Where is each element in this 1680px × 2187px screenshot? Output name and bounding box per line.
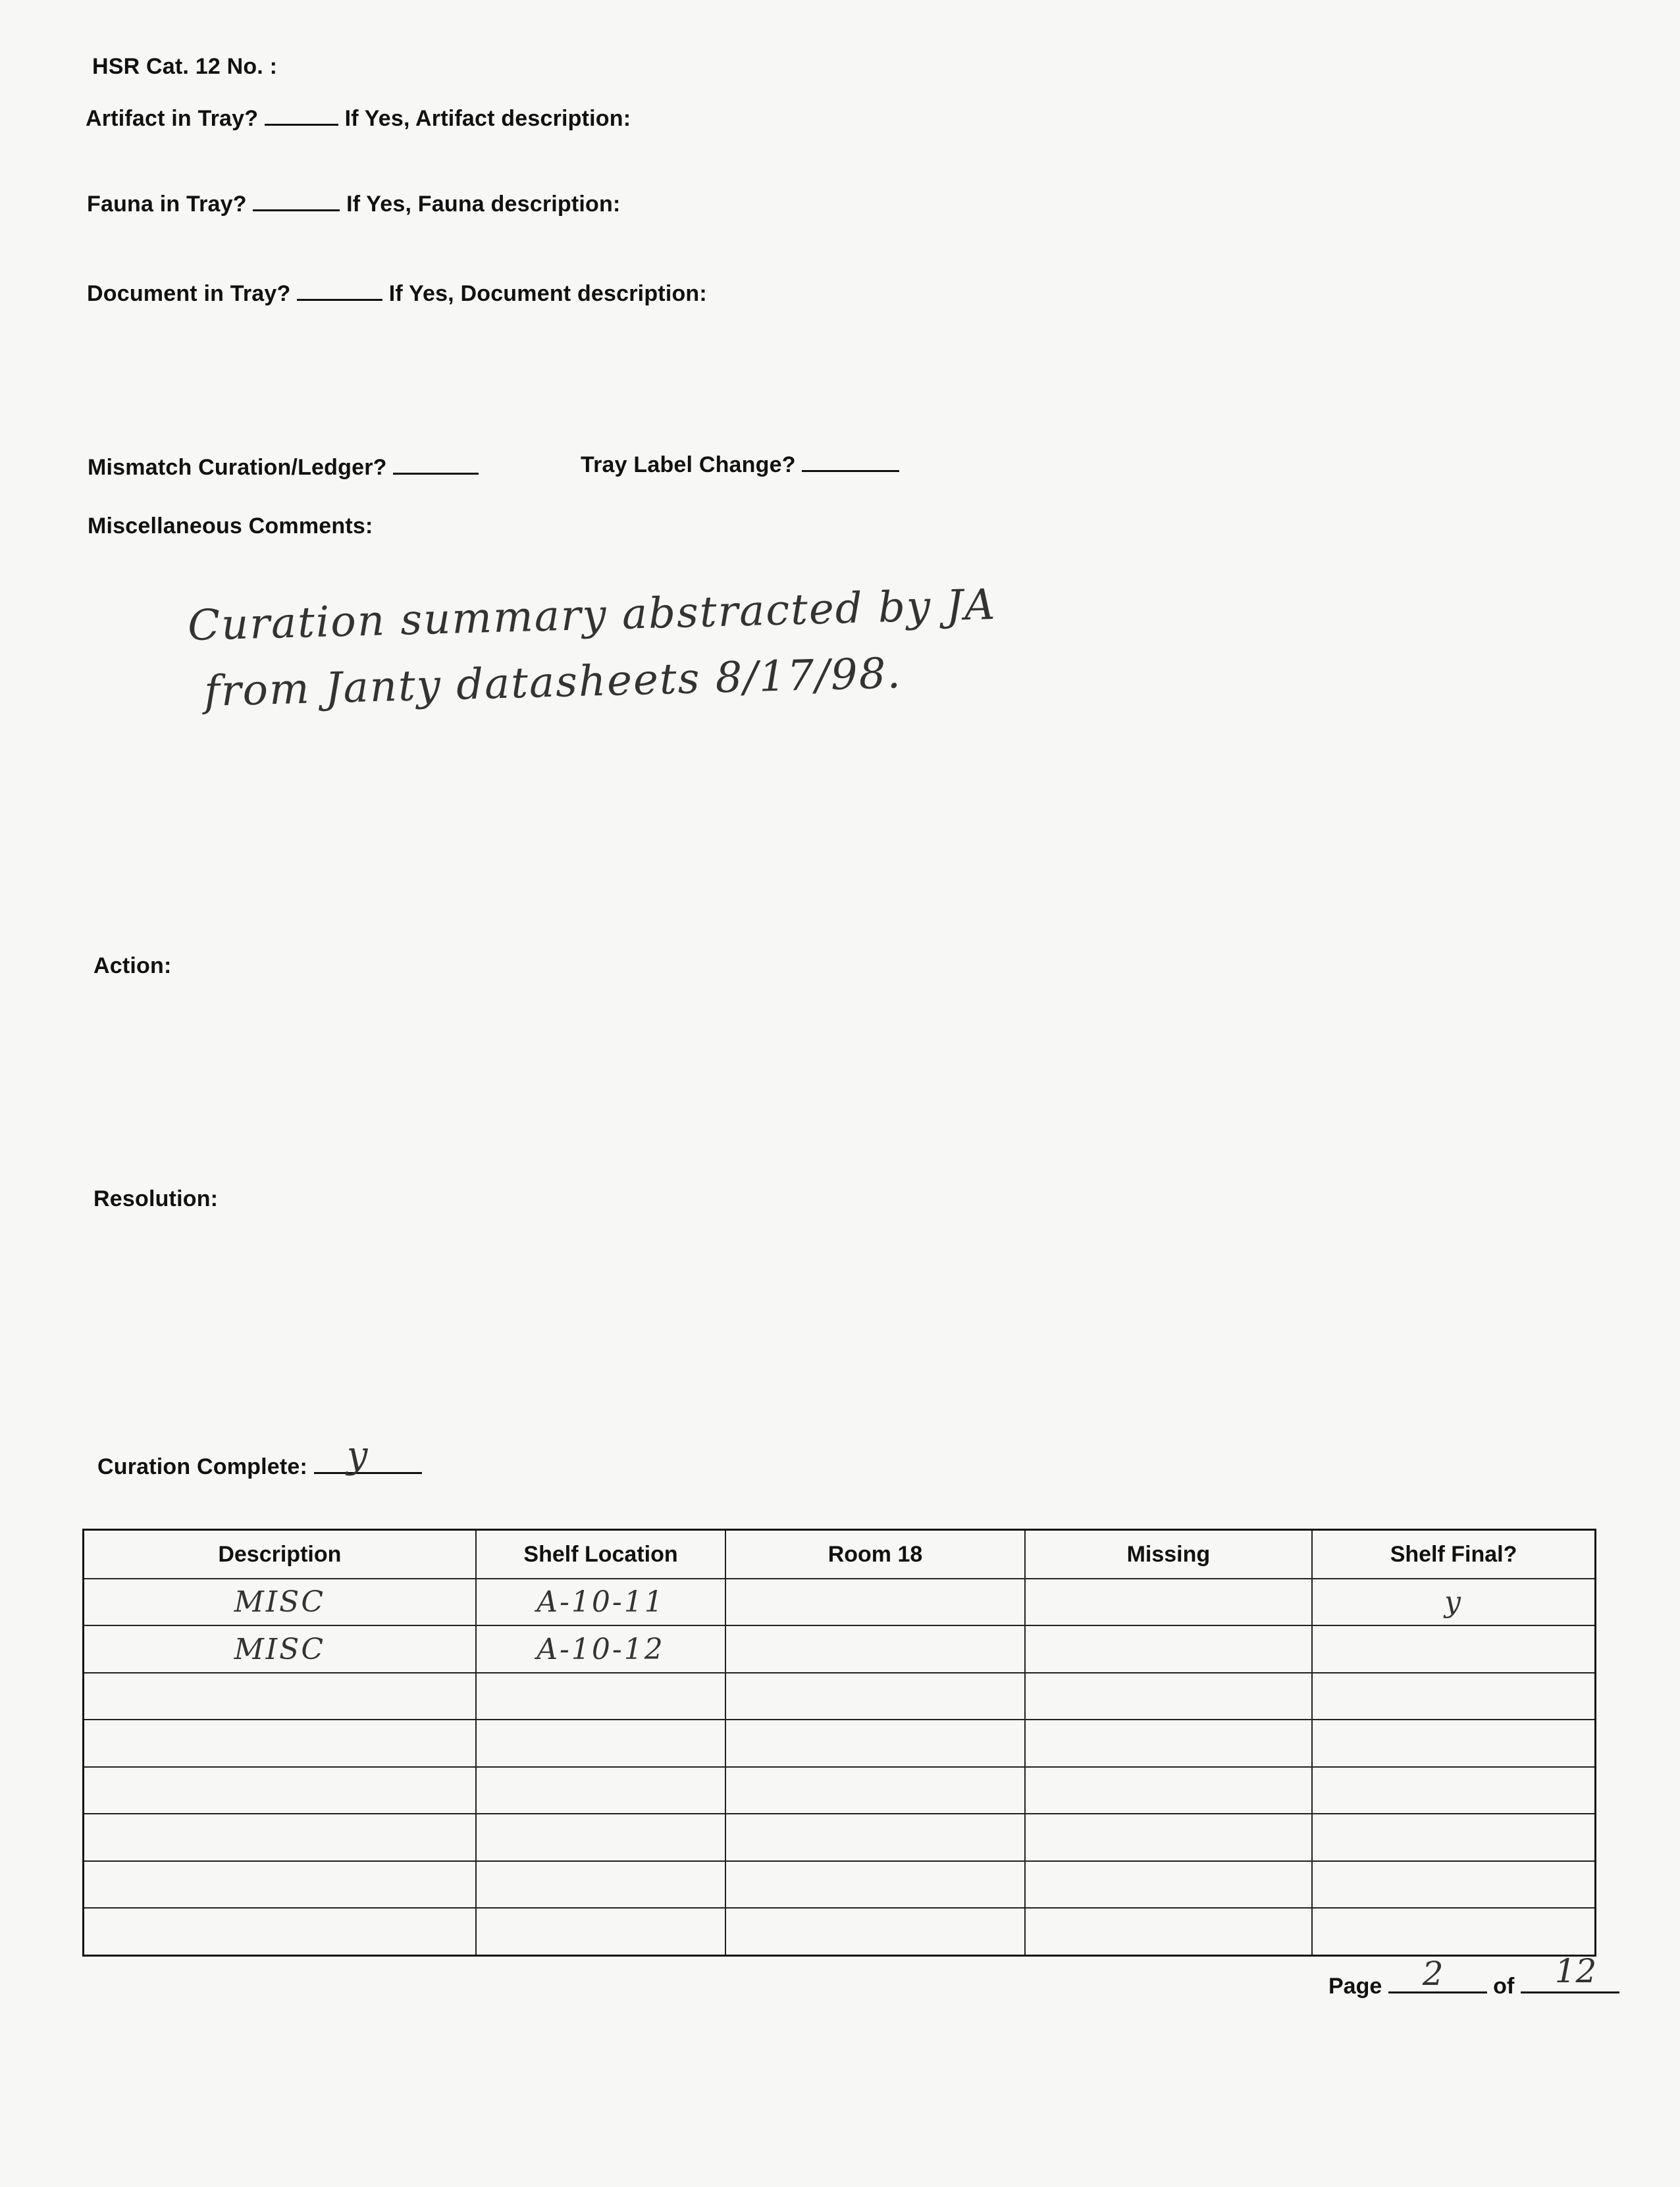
cell-missing[interactable]: [1025, 1579, 1312, 1625]
table-row: [84, 1625, 1596, 1672]
mismatch-row: [88, 453, 479, 481]
cell-text: MISC: [234, 1585, 325, 1620]
document-field[interactable]: [297, 279, 382, 301]
cell-missing[interactable]: [1025, 1767, 1312, 1814]
cell-description[interactable]: [84, 1767, 476, 1814]
header-room-18: Room 18: [725, 1530, 1024, 1579]
table-row: [84, 1767, 1596, 1814]
cell-description[interactable]: [84, 1861, 476, 1908]
document-row: [87, 279, 707, 307]
cell-shelf-final[interactable]: [1312, 1908, 1595, 1955]
total-pages-value: 12: [1554, 1952, 1597, 1990]
cell-shelf-final[interactable]: [1312, 1814, 1595, 1860]
resolution-label: Resolution:: [93, 1186, 219, 1211]
misc-comments-line1: Curation summary abstracted by JA: [187, 580, 997, 651]
page-number-value: 2: [1422, 1955, 1444, 1993]
cell-description[interactable]: [84, 1625, 476, 1672]
cat-no-label: HSR Cat. 12 No. :: [92, 54, 278, 79]
fauna-row: [87, 190, 621, 217]
table-row: [84, 1908, 1596, 1955]
header-description: Description: [84, 1530, 476, 1579]
cell-shelf-location[interactable]: [476, 1720, 726, 1766]
cell-room-18[interactable]: [725, 1814, 1024, 1860]
curation-complete-label: Curation Complete:: [97, 1454, 308, 1479]
cell-missing[interactable]: [1025, 1908, 1312, 1955]
header-shelf-final: Shelf Final?: [1312, 1530, 1595, 1579]
cell-shelf-final[interactable]: [1312, 1579, 1595, 1625]
mismatch-field[interactable]: [393, 453, 479, 475]
table-row: [84, 1579, 1596, 1625]
table-header-row: [84, 1530, 1596, 1579]
table-row: [84, 1814, 1596, 1860]
artifact-label: Artifact in Tray?: [86, 106, 259, 131]
page-number-field[interactable]: [1388, 1955, 1487, 1993]
cell-shelf-final[interactable]: [1312, 1625, 1595, 1672]
cell-shelf-location[interactable]: [476, 1673, 726, 1720]
cell-description[interactable]: [84, 1814, 476, 1860]
cell-shelf-location[interactable]: [476, 1814, 726, 1860]
cell-room-18[interactable]: [725, 1720, 1024, 1766]
header-shelf-location: Shelf Location: [476, 1530, 726, 1579]
misc-comments-line2: from Janty datasheets 8/17/98.: [203, 649, 903, 716]
cell-room-18[interactable]: [725, 1625, 1024, 1672]
cell-room-18[interactable]: [725, 1908, 1024, 1955]
of-label: of: [1493, 1974, 1515, 1999]
cell-missing[interactable]: [1025, 1673, 1312, 1720]
tray-label-change-label: Tray Label Change?: [581, 452, 796, 477]
cell-missing[interactable]: [1025, 1625, 1312, 1672]
cell-shelf-final[interactable]: [1312, 1720, 1595, 1766]
fauna-field[interactable]: [253, 190, 340, 211]
cell-text: MISC: [234, 1632, 325, 1666]
cell-room-18[interactable]: [725, 1579, 1024, 1625]
cell-description[interactable]: [84, 1720, 476, 1766]
fauna-desc-label: If Yes, Fauna description:: [346, 192, 621, 217]
page-label: Page: [1328, 1974, 1382, 1999]
cell-room-18[interactable]: [725, 1673, 1024, 1720]
cell-room-18[interactable]: [725, 1861, 1024, 1908]
cell-shelf-location[interactable]: [476, 1579, 726, 1625]
curation-complete-value: y: [346, 1434, 368, 1477]
cell-shelf-final[interactable]: [1312, 1767, 1595, 1814]
cell-text: A-10-11: [537, 1585, 665, 1620]
cell-missing[interactable]: [1025, 1814, 1312, 1860]
artifact-field[interactable]: [265, 104, 338, 126]
cell-shelf-location[interactable]: [476, 1767, 726, 1814]
page-indicator: [1328, 1952, 1619, 1999]
misc-comments-label: Miscellaneous Comments:: [88, 514, 373, 539]
action-label: Action:: [93, 953, 172, 978]
cell-shelf-location[interactable]: [476, 1625, 726, 1672]
total-pages-field[interactable]: [1521, 1952, 1619, 1993]
cell-description[interactable]: [84, 1673, 476, 1720]
artifact-desc-label: If Yes, Artifact description:: [344, 106, 631, 131]
fauna-label: Fauna in Tray?: [87, 192, 247, 217]
cell-description[interactable]: [84, 1579, 476, 1625]
cell-missing[interactable]: [1025, 1861, 1312, 1908]
mismatch-label: Mismatch Curation/Ledger?: [88, 455, 387, 480]
cell-shelf-final[interactable]: [1312, 1861, 1595, 1908]
header-missing: Missing: [1025, 1530, 1312, 1579]
table-row: [84, 1720, 1596, 1766]
cell-missing[interactable]: [1025, 1720, 1312, 1766]
cell-text: A-10-12: [537, 1632, 665, 1666]
curation-table: [82, 1529, 1596, 1957]
tray-label-change-row: [581, 450, 899, 478]
cell-description[interactable]: [84, 1908, 476, 1955]
cell-shelf-location[interactable]: [476, 1908, 726, 1955]
artifact-row: [86, 104, 631, 132]
tray-label-change-field[interactable]: [802, 450, 899, 472]
cell-text: y: [1444, 1585, 1463, 1620]
document-desc-label: If Yes, Document description:: [388, 281, 707, 306]
cell-room-18[interactable]: [725, 1767, 1024, 1814]
document-label: Document in Tray?: [87, 281, 291, 306]
cell-shelf-location[interactable]: [476, 1861, 726, 1908]
table-row: [84, 1673, 1596, 1720]
curation-complete-field[interactable]: [314, 1434, 422, 1477]
curation-complete-row: [97, 1434, 422, 1480]
table-row: [84, 1861, 1596, 1908]
cell-shelf-final[interactable]: [1312, 1673, 1595, 1720]
